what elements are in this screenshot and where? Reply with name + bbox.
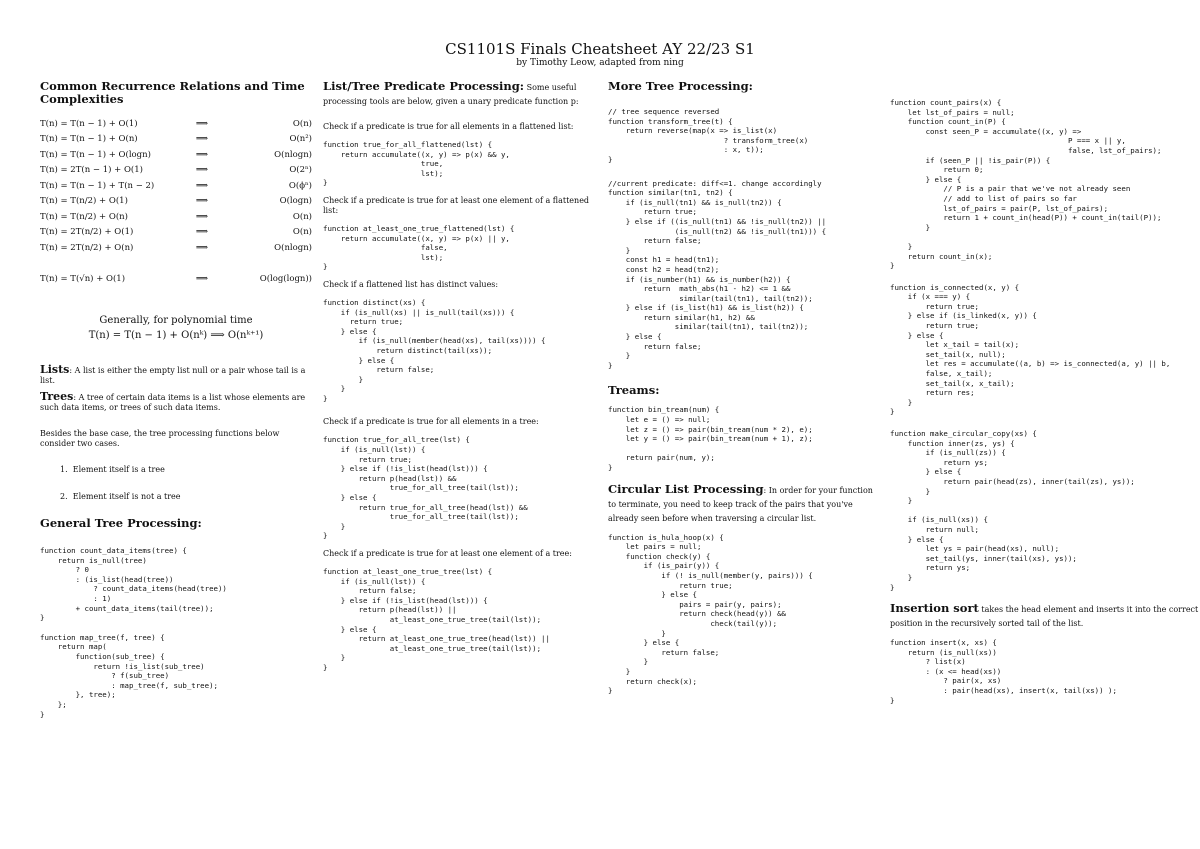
section-text: Check if a flattened list has distinct values:	[323, 279, 499, 289]
code-distinct: function distinct(xs) { if (is_null(xs) || is_null(tail(xs))) { return true; } else { if (is_null(member(head(xs), tail(xs)))) { return distinct(tail(xs)); } else { return false; } } }	[323, 297, 546, 403]
polynomial-formula: T(n) = T(n − 1) + O(nᵏ) ⟹ O(nᵏ⁺¹)	[88, 330, 264, 341]
recurrence-row: T(n) = 2T(n/2) + O(1) ⟹ O(n)	[40, 227, 312, 238]
recurrence-table	[40, 116, 312, 287]
besides-text: Besides the base case, the tree processing functions below consider two cases.	[40, 429, 280, 448]
recurrence-row: T(n) = T(n − 1) + O(n) ⟹ O(n²)	[40, 134, 312, 145]
code-is-hula-hoop: function is_hula_hoop(x) { let pairs = null; function check(y) { if (is_pair(y)) { if (! is_null(member(y, pairs))) { return true; } else { pairs = pair(y, pairs); return check(head(y)) && check(tail(y)); } } else { return false; } } return check(x); }	[608, 532, 813, 696]
polynomial-note-line: Generally, for polynomial time	[99, 315, 253, 326]
recurrence-row: T(n) = 2T(n/2) + O(n) ⟹ O(nlogn)	[40, 242, 312, 253]
recurrence-row: T(n) = T(n − 1) + O(1) ⟹ O(n)	[40, 118, 312, 129]
code-true-for-all-tree: function true_for_all_tree(lst) { if (is_null(lst)) { return true; } else if (!is_list(head(lst))) { return p(head(lst)) && true_for_all_tree(tail(lst)); } else { return true_for_all_tree(head(lst)) && true_for_all_tree(tail(lst)); } }	[323, 435, 528, 541]
column-1	[40, 80, 312, 719]
column-4	[890, 98, 1200, 705]
column-2	[323, 80, 595, 673]
code-insert: function insert(x, xs) { return (is_null(xs)) ? list(x) : (x <= head(xs)) ? pair(x, xs) : pair(head(xs), insert(x, tail(xs)) ); }	[890, 638, 1117, 705]
recurrence-row: T(n) = T(n/2) + O(n) ⟹ O(n)	[40, 211, 312, 222]
cases-list	[40, 465, 312, 501]
page-subtitle: by Timothy Leow, adapted from ning	[516, 58, 684, 68]
code-count-data-items: function count_data_items(tree) { return is_null(tree) ? 0 : (is_list(head(tree)) ? count_data_items(head(tree)) : 1) + count_data_items(tail(tree)); }	[40, 546, 227, 623]
recurrence-row: T(n) = T(n/2) + O(1) ⟹ O(logn)	[40, 196, 312, 207]
section-text: Check if a predicate is true for all elements in a flattened list:	[323, 122, 574, 131]
code-make-circular-copy: function make_circular_copy(xs) { function inner(zs, ys) { if (is_null(zs)) { return ys; } else { return pair(head(zs), inner(tail(zs), ys)); } } if (is_null(xs)) { return null; } else { let ys = pair(head(xs), null); set_tail(ys, inner(tail(xs), ys)); return ys; } }	[890, 429, 1135, 592]
code-map-tree: function map_tree(f, tree) { return map( function(sub_tree) { return !is_list(sub_tree) ? f(sub_tree) : map_tree(f, sub_tree); }, tree); }; }	[40, 632, 218, 719]
section-text: Check if a predicate is true for at least one element of a flattened list:	[323, 195, 590, 215]
code-bin-tream: function bin_tream(num) { let e = () => null; let z = () => pair(bin_tream(num * 2), e); let y = () => pair(bin_tream(num + 1), z); return pair(num, y); }	[608, 405, 813, 472]
section-text: Check if a predicate is true for at least one element of a tree:	[323, 549, 572, 558]
list-item: 1. Element itself is a tree	[60, 465, 165, 474]
treams-heading: Treams:	[608, 383, 660, 398]
general-tree-heading: General Tree Processing:	[40, 516, 202, 530]
code-transform-tree: // tree sequence reversed function transform_tree(t) { return reverse(map(x => is_list(x) ? transform_tree(x) : x, t)); }	[608, 107, 809, 164]
predicate-heading: List/Tree Predicate Processing: Some useful processing tools are below, given a unary predicate function p:	[323, 79, 579, 106]
insertion-sort-heading: Insertion sort takes the head element and inserts it into the correct position in the recursively sorted tail of the list.	[890, 601, 1199, 629]
trees-definition: Trees: A tree of certain data items is a list whose elements are such data items, or trees of such data items.	[40, 390, 306, 412]
code-at-least-one-flattened: function at_least_one_true_flattened(lst) { return accumulate((x, y) => p(x) || y, false, lst); }	[323, 223, 515, 272]
code-similar: //current predicate: diff<=1. change accordingly function similar(tn1, tn2) { if (is_null(tn1) && is_null(tn2)) { return true; } else if ((is_null(tn1) && !is_null(tn2)) || (is_null(tn2) && !is_null(tn1))) { return false; } const h1 = head(tn1); const h2 = head(tn2); if (is_number(h1) && is_number(h2)) { return math_abs(h1 - h2) <= 1 && similar(tail(tn1), tail(tn2)); } else if (is_list(h1) && is_list(h2)) { return similar(h1, h2) && similar(tail(tn1), tail(tn2)); } else { return false; } }	[608, 178, 827, 370]
code-true-for-all-flattened: function true_for_all_flattened(lst) { return accumulate((x, y) => p(x) && y, true, lst); }	[323, 140, 510, 188]
polynomial-note	[40, 313, 312, 343]
code-at-least-one-tree: function at_least_one_true_tree(lst) { if (is_null(lst)) { return false; } else if (!is_list(head(lst))) { return p(head(lst)) || at_least_one_true_tree(tail(lst)); } else { return at_least_one_true_tree(head(lst)) || at_least_one_true_tree(tail(lst)); } }	[323, 567, 550, 672]
list-item: 2. Element itself is not a tree	[60, 492, 181, 501]
code-count-pairs: function count_pairs(x) { let lst_of_pairs = null; function count_in(P) { const seen_P = accumulate((x, y) => P === x || y, false, lst_of_pairs); if (seen_P || !is_pair(P)) { return 0; } else { // P is a pair that we've not already seen // add to list of pairs so far lst_of_pairs = pair(P, lst_of_pairs); return 1 + count_in(head(P)) + count_in(tail(P)); } } return count_in(x); }	[890, 98, 1162, 271]
recurrence-row: T(n) = T(n − 1) + T(n − 2) ⟹ O(ϕⁿ)	[40, 180, 312, 191]
section-text: Check if a predicate is true for all elements in a tree:	[323, 417, 539, 427]
recurrence-row: T(n) = 2T(n − 1) + O(1) ⟹ O(2ⁿ)	[40, 165, 312, 176]
recurrence-row-sqrt: T(n) = T(√n) + O(1) ⟹ O(log(logn))	[40, 274, 312, 285]
code-is-connected: function is_connected(x, y) { if (x === y) { return true; } else if (is_linked(x, y)) { return true; } else { let x_tail = tail(x); set_tail(x, null); let res = accumulate((a, b) => is_connected(a, y) || b, false, x_tail); set_tail(x, x_tail); return res; } }	[890, 282, 1171, 417]
column-3	[608, 80, 880, 696]
more-tree-heading: More Tree Processing:	[608, 79, 753, 93]
recurrence-heading: Common Recurrence Relations and Time Complexities	[40, 79, 305, 106]
recurrence-row: T(n) = T(n − 1) + O(logn) ⟹ O(nlogn)	[40, 149, 312, 160]
lists-definition: Lists: A list is either the empty list null or a pair whose tail is a list.	[40, 363, 306, 385]
page-title: CS1101S Finals Cheatsheet AY 22/23 S1	[445, 40, 755, 58]
circular-heading: Circular List Processing: In order for your function to terminate, you need to keep track of the pairs that you've already seen before when traversing a circular list.	[608, 481, 873, 523]
